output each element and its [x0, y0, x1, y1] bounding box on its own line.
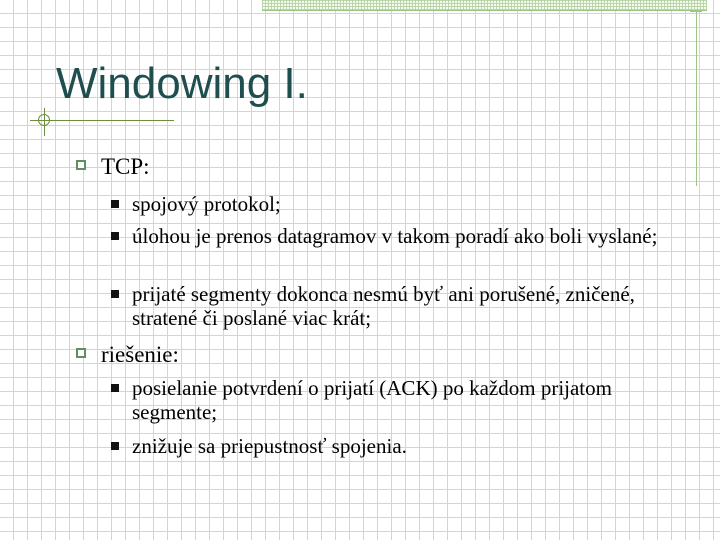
bullet-icon — [111, 232, 119, 240]
list-item-text: prijaté segmenty dokonca nesmú byť ani porušené, zničené, stratené či poslané viac krát; — [132, 282, 635, 330]
section-label: riešenie: — [101, 342, 179, 367]
bullet-icon — [111, 384, 119, 392]
list-item-text: úlohou je prenos datagramov v takom poradí ako boli vyslané; — [132, 224, 658, 248]
bullet-icon — [111, 442, 119, 450]
square-bullet-icon — [76, 160, 86, 170]
slide-title: Windowing I. — [56, 59, 308, 108]
list-item-text: spojový protokol; — [132, 192, 281, 216]
square-bullet-icon — [76, 348, 86, 358]
list-item-text: posielanie potvrdení o prijatí (ACK) po každom prijatom segmente; — [132, 376, 612, 424]
list-item-text: znižuje sa priepustnosť spojenia. — [132, 434, 407, 458]
bullet-icon — [111, 200, 119, 208]
section-label: TCP: — [101, 154, 150, 179]
bullet-icon — [111, 290, 119, 298]
